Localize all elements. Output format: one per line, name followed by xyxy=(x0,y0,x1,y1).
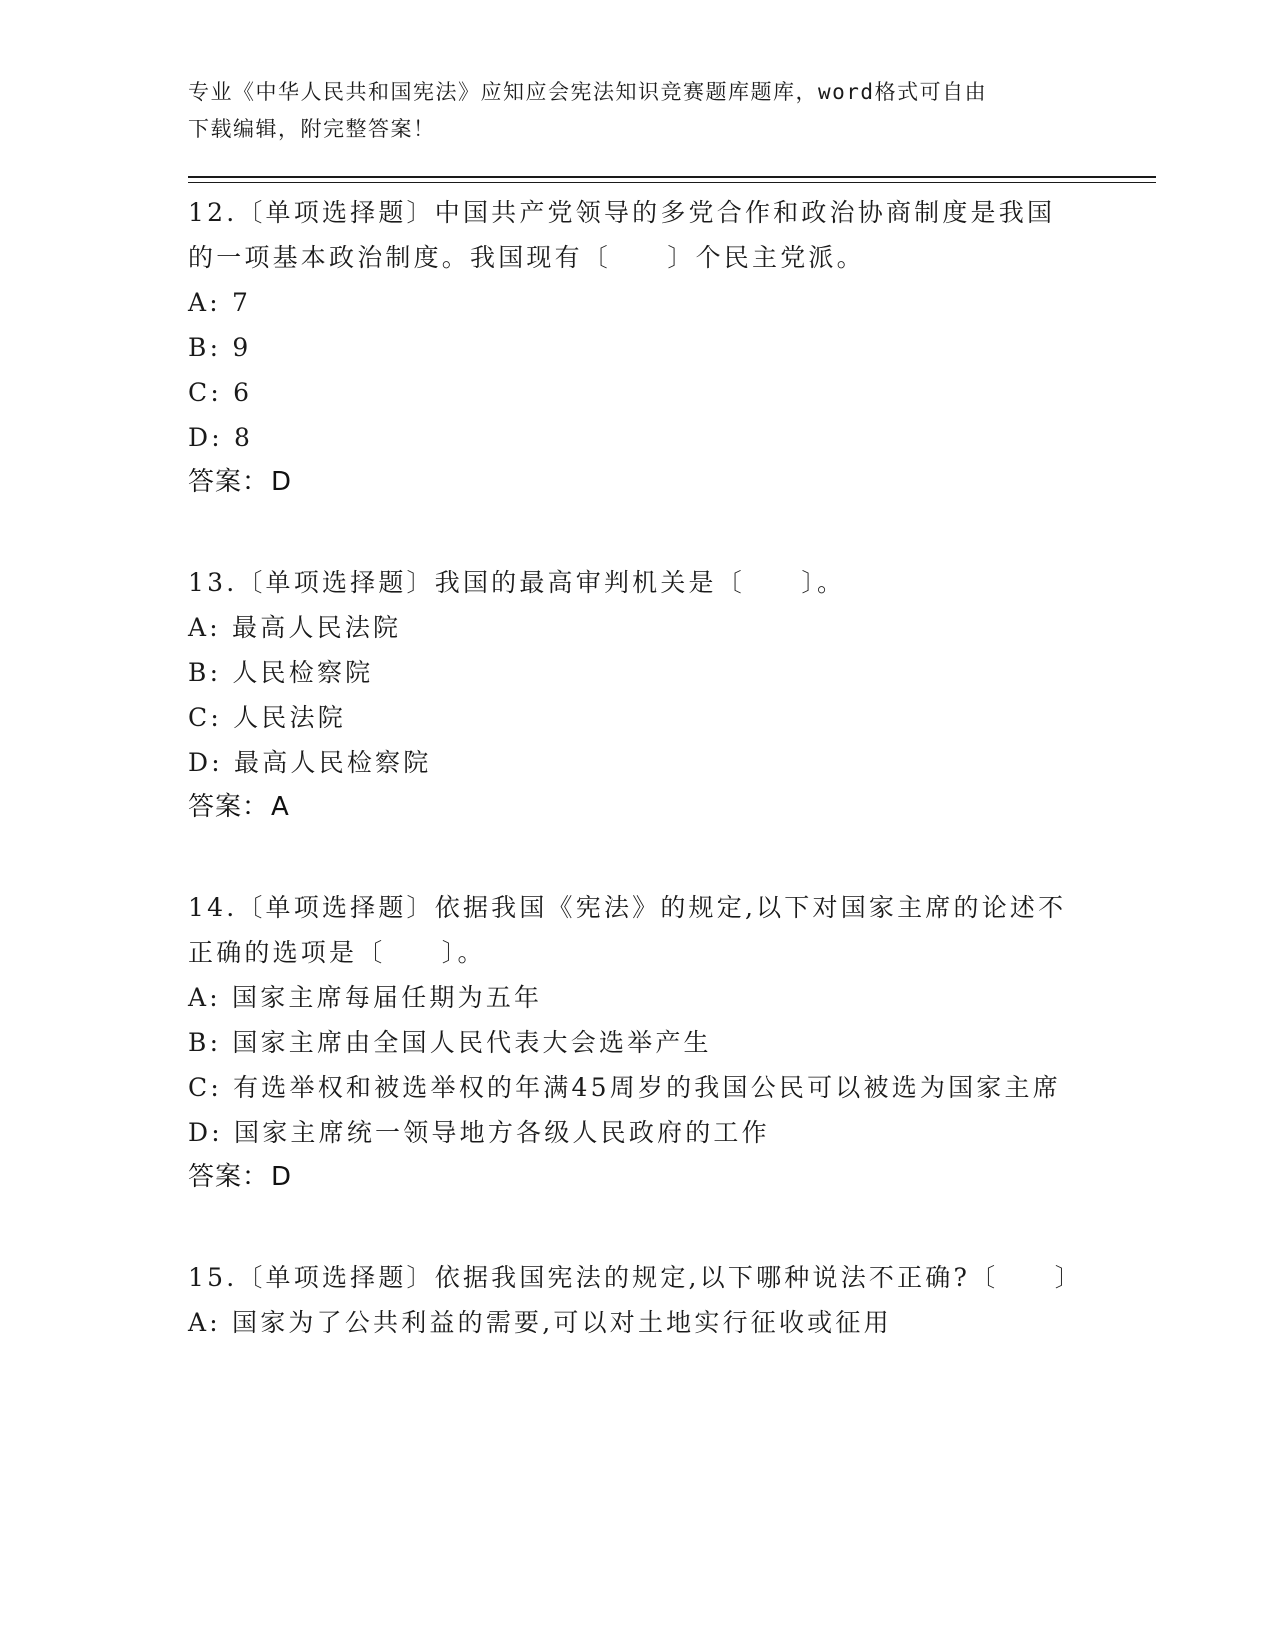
question-text: 12.〔单项选择题〕中国共产党领导的多党合作和政治协商制度是我国的一项基本政治制度。我国现有〔 〕个民主党派。 xyxy=(188,198,1056,272)
answer-label: 答案： xyxy=(188,467,270,497)
question-text: 15.〔单项选择题〕依据我国宪法的规定,以下哪种说法不正确?〔 〕 xyxy=(188,1263,1083,1292)
question-item xyxy=(188,190,1078,504)
header-line-2: 下载编辑，附完整答案！ xyxy=(188,117,436,141)
document-header xyxy=(188,74,1068,148)
answer-label: 答案： xyxy=(188,1162,270,1192)
answer-value: A xyxy=(271,792,290,822)
question-item xyxy=(188,560,1078,829)
option-a: A: 国家主席每届任期为五年 xyxy=(188,983,543,1012)
option-a: A: 最高人民法院 xyxy=(188,613,402,642)
header-divider-thin xyxy=(188,182,1156,183)
option-a: A: 7 xyxy=(188,288,252,317)
question-text: 14.〔单项选择题〕依据我国《宪法》的规定,以下对国家主席的论述不正确的选项是〔 〕。 xyxy=(188,893,1067,967)
option-d: D: 国家主席统一领导地方各级人民政府的工作 xyxy=(188,1118,770,1147)
option-c: C: 人民法院 xyxy=(188,703,346,732)
option-b: B: 人民检察院 xyxy=(188,658,374,687)
option-d: D: 最高人民检察院 xyxy=(188,748,432,777)
option-a: A: 国家为了公共利益的需要,可以对土地实行征收或征用 xyxy=(188,1308,892,1337)
question-item xyxy=(188,1255,1083,1345)
answer-value: D xyxy=(271,1162,293,1192)
option-c: C: 有选举权和被选举权的年满45周岁的我国公民可以被选为国家主席 xyxy=(188,1073,1061,1102)
question-text: 13.〔单项选择题〕我国的最高审判机关是〔 〕。 xyxy=(188,568,846,597)
question-list xyxy=(188,190,1083,1401)
option-b: B: 9 xyxy=(188,333,252,362)
answer-line xyxy=(188,1155,1078,1199)
option-d: D: 8 xyxy=(188,423,254,452)
answer-value: D xyxy=(271,467,293,497)
question-item xyxy=(188,885,1078,1199)
header-divider-thick xyxy=(188,176,1156,178)
option-c: C: 6 xyxy=(188,378,253,407)
header-line-1: 专业《中华人民共和国宪法》应知应会宪法知识竞赛题库题库，word格式可自由 xyxy=(188,80,988,104)
answer-line xyxy=(188,460,1078,504)
answer-line xyxy=(188,785,1078,829)
answer-label: 答案： xyxy=(188,792,270,822)
option-b: B: 国家主席由全国人民代表大会选举产生 xyxy=(188,1028,712,1057)
